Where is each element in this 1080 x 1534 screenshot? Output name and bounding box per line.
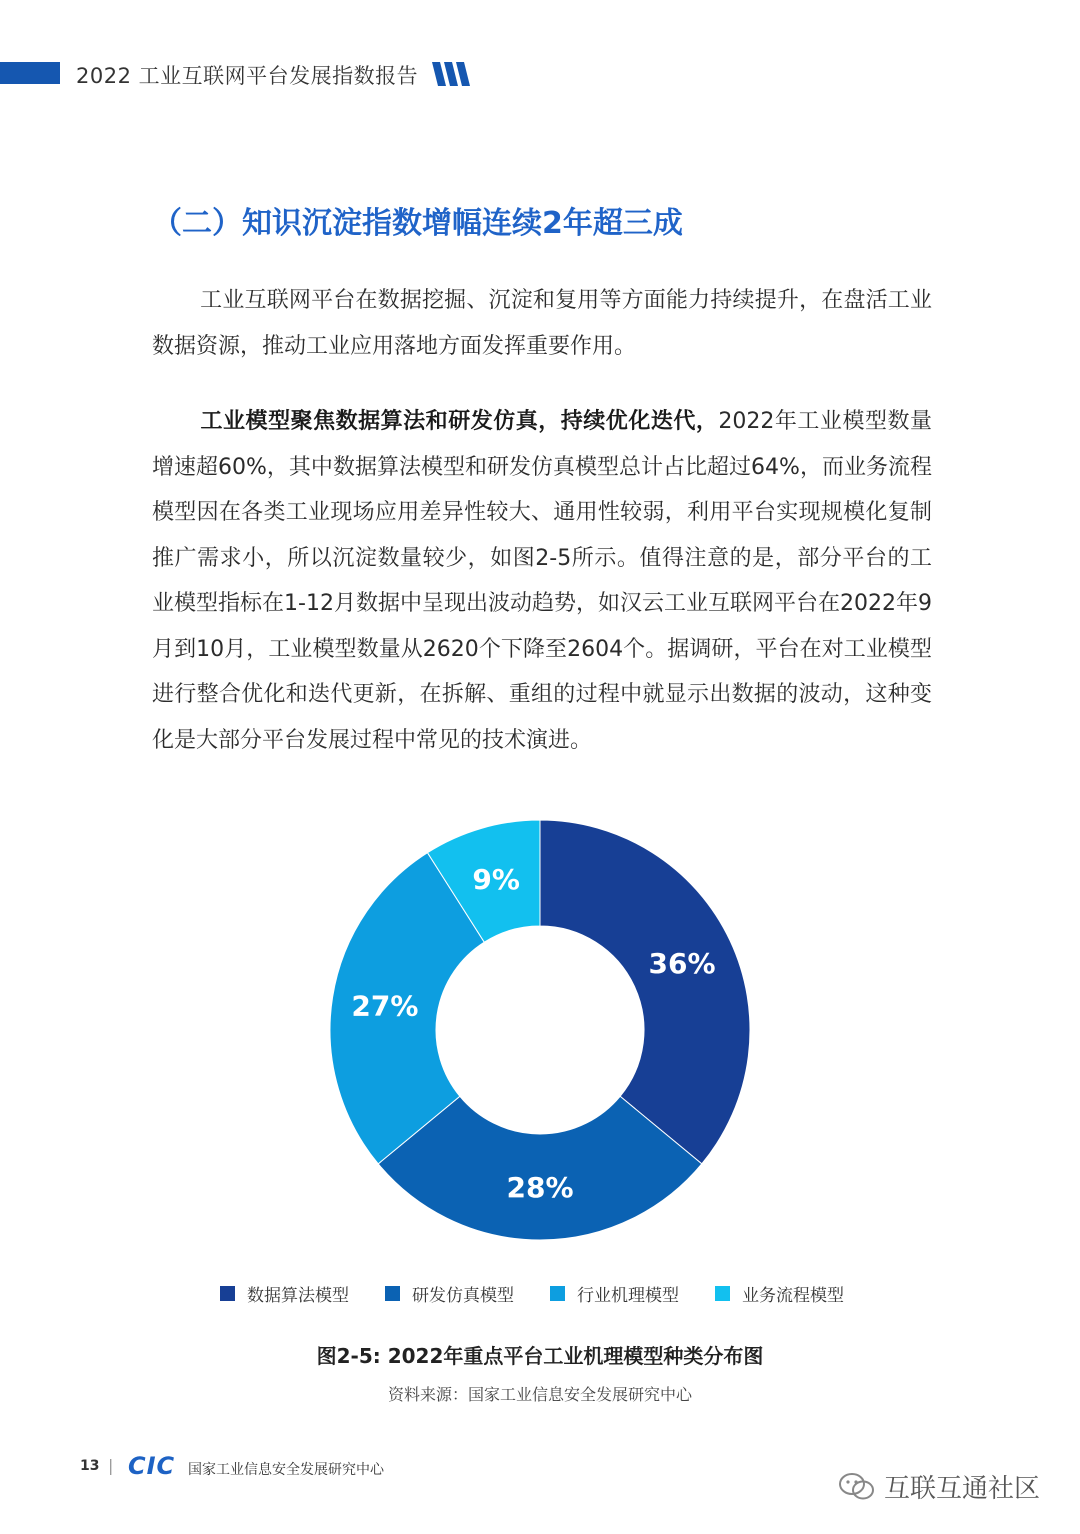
legend-item-4 xyxy=(715,1278,844,1308)
paragraph-models-text: 2022年工业模型数量增速超60%，其中数据算法模型和研发仿真模型总计占比超过64%，而业务流程模型因在各类工业现场应用差异性较大、通用性较弱，利用平台实现规模化复制推广需求小，所以沉淀数量较少，如图2-5所示。值得注意的是，部分平台的工业模型指标在1-12月数据中呈现出波动趋势，如汉云工业互联网平台在2022年9月到10月，工业模型数量从2620个下降至2604个。据调研，平台在对工业模型进行整合优化和迭代更新，在拆解、重组的过程中就显示出数据的波动，这种变化是大部分平台发展过程中常见的技术演进。 xyxy=(152,409,932,753)
slice-label-3: 27% xyxy=(351,989,419,1023)
watermark-text: 互联互通社区 xyxy=(884,1474,1041,1504)
legend-swatch-4 xyxy=(715,1286,730,1301)
page-number: 13 xyxy=(80,1458,100,1474)
legend-label-3: 行业机理模型 xyxy=(577,1285,679,1306)
footer-separator: | xyxy=(108,1456,114,1475)
legend-swatch-3 xyxy=(550,1286,565,1301)
wechat-icon xyxy=(838,1471,876,1503)
section-title: （二）知识沉淀指数增幅连续2年超三成 xyxy=(152,206,683,241)
legend-label-1: 数据算法模型 xyxy=(247,1285,349,1306)
legend-swatch-2 xyxy=(385,1286,400,1301)
watermark xyxy=(838,1468,1040,1505)
paragraph-models xyxy=(152,399,932,763)
cic-logo: CIC xyxy=(128,1452,176,1480)
figure-source: 资料来源：国家工业信息安全发展研究中心 xyxy=(387,1385,692,1404)
legend-item-1 xyxy=(220,1278,349,1308)
slice-label-4: 9% xyxy=(472,863,520,897)
slice-label-1: 36% xyxy=(648,947,716,981)
legend-label-2: 研发仿真模型 xyxy=(412,1285,514,1306)
legend-label-4: 业务流程模型 xyxy=(742,1285,844,1306)
footer-organization: 国家工业信息安全发展研究中心 xyxy=(188,1462,384,1478)
slice-label-2: 28% xyxy=(506,1171,574,1204)
model-type-donut-chart xyxy=(320,810,760,1250)
paragraph-models-lead: 工业模型聚焦数据算法和研发仿真，持续优化迭代， xyxy=(200,409,719,434)
header-accent-bar xyxy=(0,62,60,84)
report-title: 2022 工业互联网平台发展指数报告 xyxy=(76,64,419,88)
paragraph-intro-text: 工业互联网平台在数据挖掘、沉淀和复用等方面能力持续提升，在盘活工业数据资源，推动工业应用落地方面发挥重要作用。 xyxy=(152,288,932,359)
report-slash-logo-icon xyxy=(432,62,472,86)
figure-title: 图2-5: 2022年重点平台工业机理模型种类分布图 xyxy=(316,1344,764,1368)
donut-slice-1 xyxy=(540,820,750,1164)
chart-legend xyxy=(220,1278,900,1308)
legend-swatch-1 xyxy=(220,1286,235,1301)
legend-item-2 xyxy=(385,1278,514,1308)
legend-item-3 xyxy=(550,1278,679,1308)
paragraph-intro xyxy=(152,278,932,369)
